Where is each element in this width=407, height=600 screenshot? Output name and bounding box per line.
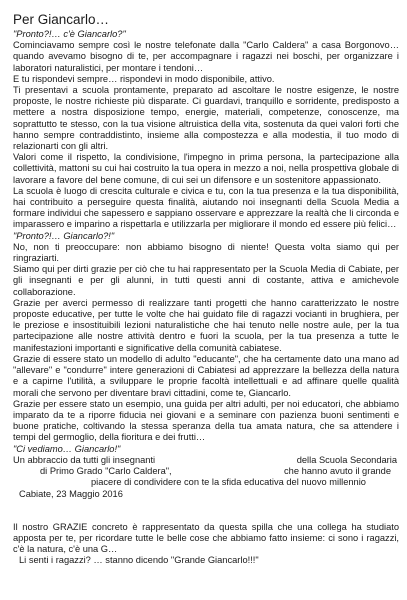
quote-pronto-1: "Pronto?!… c'è Giancarlo?" xyxy=(13,29,126,39)
signature-text: Un abbraccio da tutti gli insegnanti xyxy=(13,454,156,465)
signature-text: di Primo Grado "Carlo Caldera", xyxy=(40,465,172,476)
paragraph-4: Valori come il rispetto, la condivisione, l'impegno in prima persona, la partecipazione alla collettività, mattoni su cui hai costruito la tua opera in mezzo a noi, nella prospettiva globale di lavorare a favore del bene comune, di cui sei un difensore e un sostenitore appassionato. xyxy=(13,152,399,185)
signature-line-2 xyxy=(13,466,399,477)
paragraph-5: La scuola è luogo di crescita culturale e civica e tu, con la tua presenza e la tua disponibilità, hai contribuito a perseguire questa finalità, aiutando noi insegnanti della Scuola Media a formare individui che sapessero e sappiano osservare e apprezzare la realtà che li circonda e imparassero e imparino a rispettarla e utilizzarla per migliorare il mondo ed essere più felici… xyxy=(13,185,399,230)
paragraph-11: Il nostro GRAZIE concreto è rappresentato da questa spilla che una collega ha studiato apposta per te, per ricordare tutte le belle cose che abbiamo fatto insieme: ci sono i ragazzi, c'è la natura, c'è una G… xyxy=(13,521,399,554)
paragraph-9: Grazie di essere stato un modello di adulto "educante", che ha certamente dato una mano ad "allevare" e "condurre" intere generazioni di Cabiatesi ad apprezzare la bellezza della natura e a capirne l'utilità, a sviluppare le proprie facoltà intellettuali e ad affinare quelle qualità morali che servono per diventare bravi cittadini, come te, Giancarlo. xyxy=(13,353,399,398)
paragraph-8: Grazie per averci permesso di realizzare tanti progetti che hanno caratterizzato le nostre proposte educative, per tutte le volte che hai guidato file di ragazzi vocianti in brughiera, per le preziose e insostituibili lezioni naturalistiche che hai tenuto nelle nostre aule, per la tua partecipazione alle nostre attività dentro e fuori la scuola, per la tua presenza a tutte le manifestazioni importanti e significative della comunità cabiatese. xyxy=(13,297,399,353)
paragraph-1: Cominciavamo sempre così le nostre telefonate dalla "Carlo Caldera" a casa Borgonovo… quando avevamo bisogno di te, per accompagnare i ragazzi nei boschi, per organizzare i laboratori naturalistici, per montare i tendoni… xyxy=(13,40,399,73)
paragraph-10: Grazie per essere stato un esempio, una guida per altri adulti, per noi educatori, che abbiamo imparato da te a riporre fiducia nei giovani e a seminare con pazienza buoni sentimenti e buone pratiche, coltivando la stessa speranza della tua amata natura, che sa attendere i tempi del germoglio, della fioritura e dei frutti… xyxy=(13,398,399,443)
paragraph-2: E tu rispondevi sempre… rispondevi in modo disponibile, attivo. xyxy=(13,73,275,84)
signature-line-3: piacere di condividere con te la sfida educativa del nuovo millennio xyxy=(91,477,366,488)
paragraph-6: No, non ti preoccupare: non abbiamo bisogno di niente! Questa volta siamo qui per ringraziarti. xyxy=(13,241,399,264)
quote-ci-vediamo: "Ci vediamo… Giancarlo!" xyxy=(13,443,121,454)
letter-title: Per Giancarlo… xyxy=(13,12,110,27)
letter-date: Cabiate, 23 Maggio 2016 xyxy=(19,489,123,500)
paragraph-7: Siamo qui per dirti grazie per ciò che tu hai rappresentato per la Scuola Media di Cabiate, per gli insegnanti e per gli alunni, in tutti questi anni di costante, attiva e amichevole collaborazione. xyxy=(13,264,399,297)
paragraph-3: Ti presentavi a scuola prontamente, preparato ad ascoltare le nostre esigenze, le nostre proposte, le nostre richieste più disparate. Ci guardavi, tranquillo e sorridente, predisposto a mettere a nostra disposizione tempo, energie, materiali, competenze, conoscenze, ma soprattutto te stesso, con la tua visione altruistica della vita, sostenuta da quei valori forti che hanno sempre contraddistinto, insieme alla compostezza e alla modestia, il tuo modo di relazionarti con gli altri. xyxy=(13,85,399,152)
letter-page xyxy=(13,12,399,566)
signature-text: della Scuola Secondaria xyxy=(296,454,397,465)
quote-pronto-2: "Pronto?!… Giancarlo?!" xyxy=(13,230,115,241)
signature-line-1 xyxy=(13,455,399,466)
signature-text: che hanno avuto il grande xyxy=(284,465,391,476)
paragraph-12: Li senti i ragazzi? … stanno dicendo "Grande Giancarlo!!!" xyxy=(19,555,259,566)
